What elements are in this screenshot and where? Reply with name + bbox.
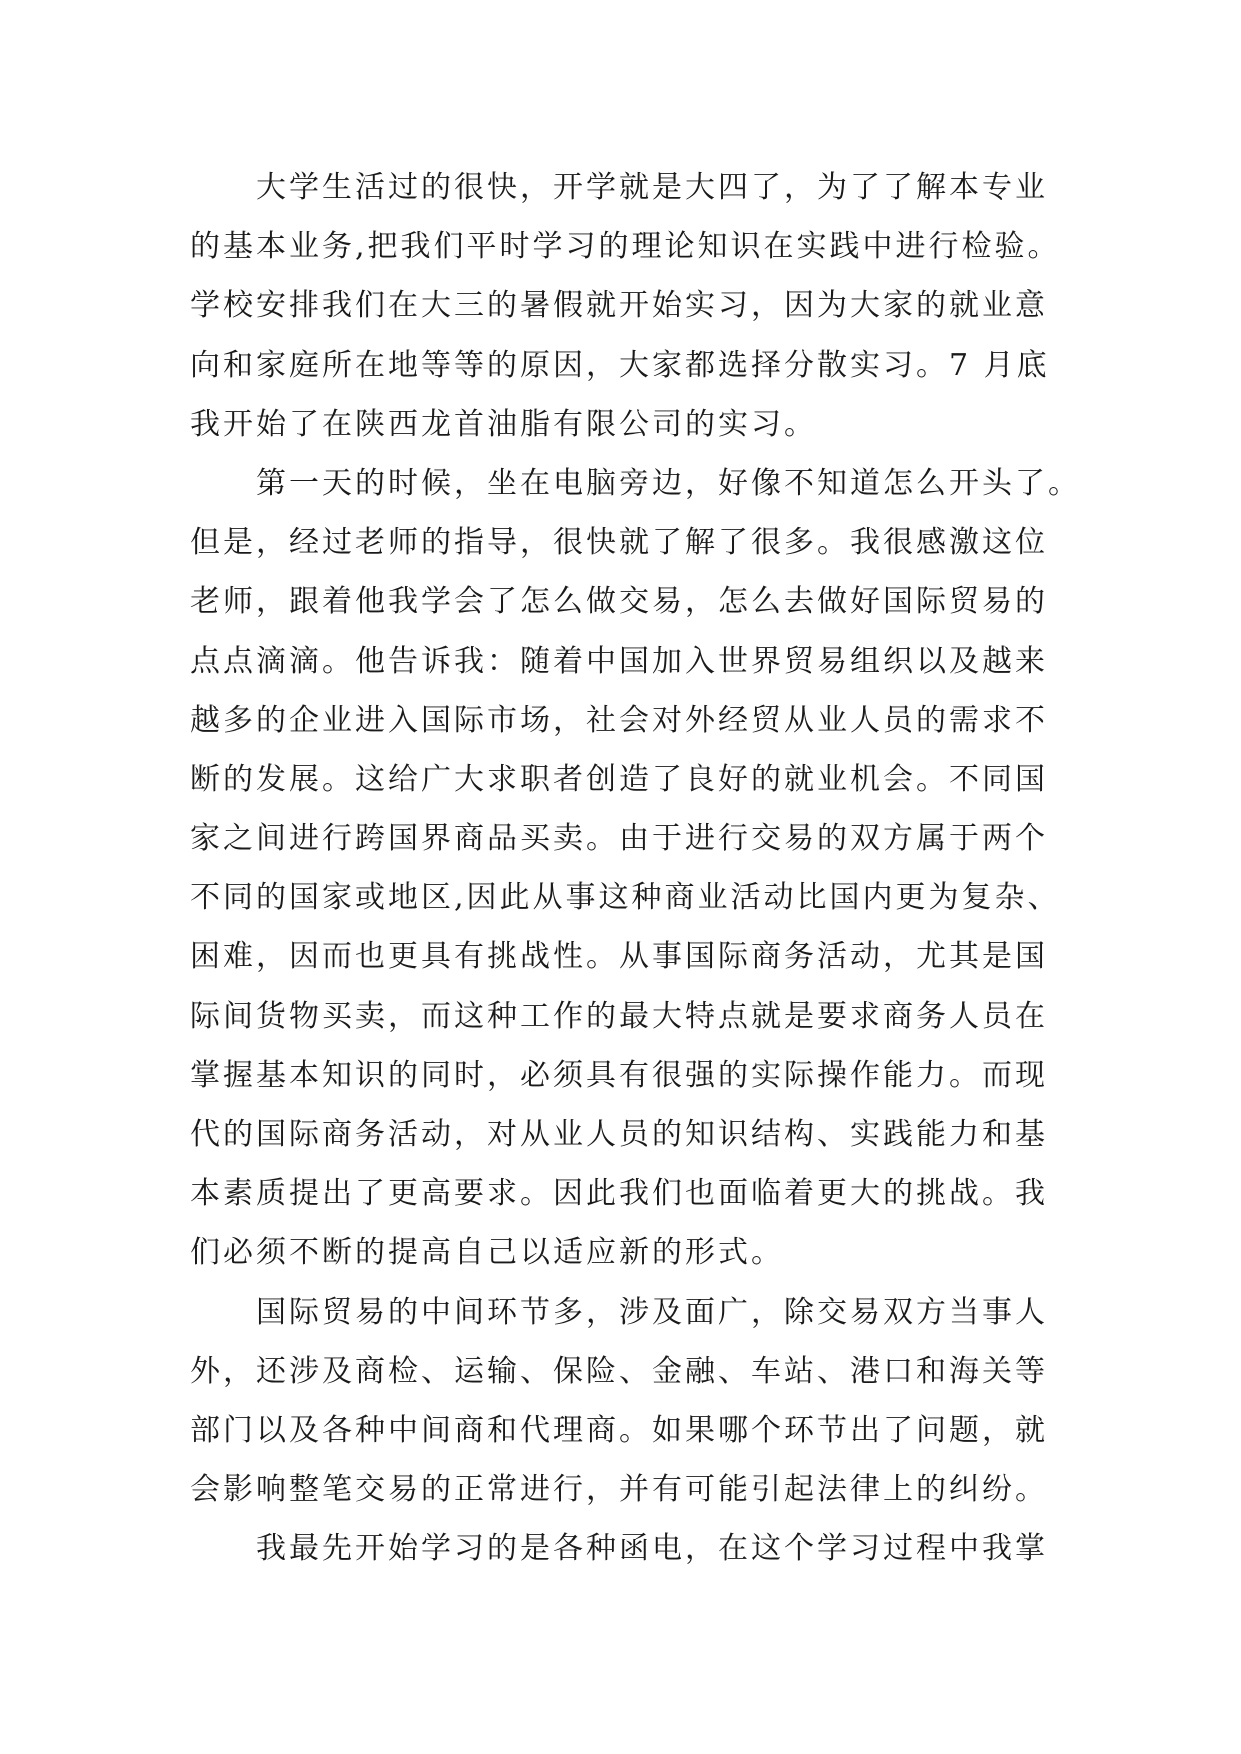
text-line: 本素质提出了更高要求。因此我们也面临着更大的挑战。我: [190, 1176, 1048, 1212]
text-line: 部门以及各种中间商和代理商。如果哪个环节出了问题，就: [190, 1412, 1048, 1448]
text-line: 代的国际商务活动，对从业人员的知识结构、实践能力和基: [190, 1117, 1048, 1152]
text-line: 大学生活过的很快，开学就是大四了，为了了解本专业: [256, 170, 1048, 205]
text-line: 掌握基本知识的同时，必须具有很强的实际操作能力。而现: [190, 1057, 1048, 1093]
paragraph-2: [190, 454, 1090, 1283]
text-line: 困难，因而也更具有挑战性。从事国际商务活动，尤其是国: [190, 939, 1048, 975]
text-line: 我开始了在陕西龙首油脂有限公司的实习。: [190, 406, 817, 442]
text-line: 点点滴滴。他告诉我：随着中国加入世界贸易组织以及越来: [190, 643, 1048, 679]
paragraph-4: [190, 1519, 1090, 1578]
text-line: 断的发展。这给广大求职者创造了良好的就业机会。不同国: [190, 761, 1048, 797]
text-line: 会影响整笔交易的正常进行，并有可能引起法律上的纠纷。: [190, 1472, 1048, 1508]
text-line: 国际贸易的中间环节多，涉及面广，除交易双方当事人: [256, 1294, 1048, 1330]
text-line: 们必须不断的提高自己以适应新的形式。: [190, 1235, 784, 1271]
text-line: 向和家庭所在地等等的原因，大家都选择分散实习。7 月底: [190, 347, 1050, 383]
text-line: 学校安排我们在大三的暑假就开始实习，因为大家的就业意: [190, 288, 1048, 324]
text-line: 但是，经过老师的指导，很快就了解了很多。我很感激这位: [190, 525, 1048, 561]
paragraph-1: [190, 158, 1090, 454]
text-line: 越多的企业进入国际市场，社会对外经贸从业人员的需求不: [190, 702, 1048, 738]
document-body: [190, 158, 1090, 1579]
text-line: 际间货物买卖，而这种工作的最大特点就是要求商务人员在: [190, 998, 1048, 1034]
text-line: 家之间进行跨国界商品买卖。由于进行交易的双方属于两个: [190, 821, 1048, 857]
text-line: 我最先开始学习的是各种函电，在这个学习过程中我掌: [256, 1531, 1048, 1567]
text-line: 第一天的时候，坐在电脑旁边，好像不知道怎么开头了。: [256, 465, 1081, 501]
paragraph-3: [190, 1283, 1090, 1520]
text-line: 不同的国家或地区,因此从事这种商业活动比国内更为复杂、: [190, 880, 1061, 916]
text-line: 外，还涉及商检、运输、保险、金融、车站、港口和海关等: [190, 1353, 1048, 1389]
text-line: 的基本业务,把我们平时学习的理论知识在实践中进行检验。: [190, 229, 1061, 265]
text-line: 老师，跟着他我学会了怎么做交易，怎么去做好国际贸易的: [190, 584, 1048, 620]
